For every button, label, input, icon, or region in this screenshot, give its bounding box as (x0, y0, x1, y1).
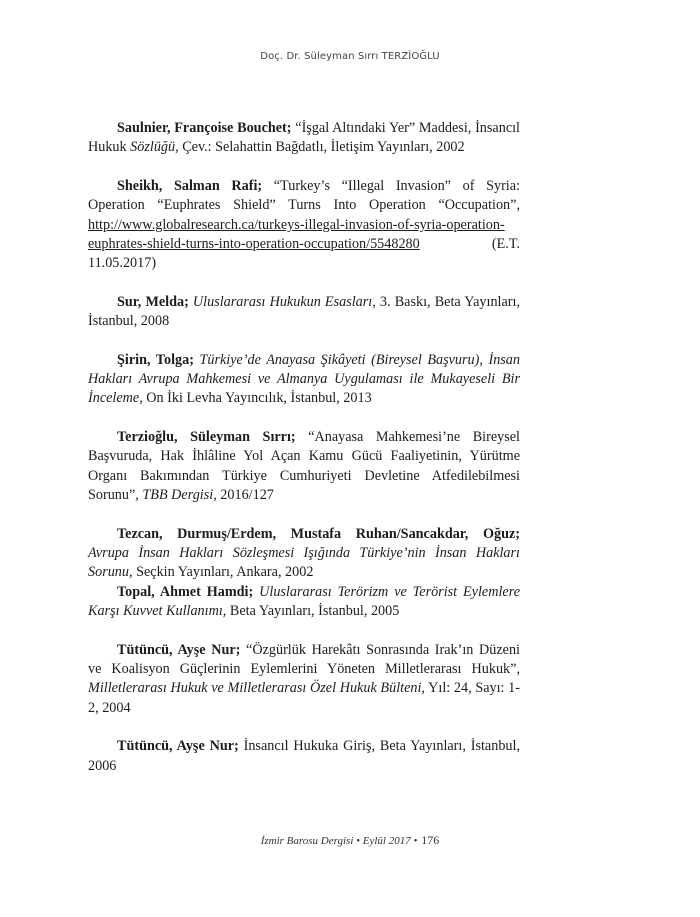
entry-text: “İşgal Altındaki Yer” Maddesi, İnsancıl Hukuk (88, 120, 520, 156)
bibliography-entry (88, 583, 520, 622)
page-footer (0, 833, 700, 848)
bibliography-entry (88, 641, 520, 719)
entry-author: Tezcan, Durmuş/Erdem, Mustafa Ruhan/Sancakdar, Oğuz; (117, 525, 520, 542)
entry-text: 2016/127 (216, 487, 274, 504)
entry-text: Çev.: Selahattin Bağdatlı, İletişim Yayınları, 2002 (178, 139, 465, 156)
entry-text: (E.T. 11.05.2017) (88, 236, 520, 272)
entry-text: İnsancıl Hukuka Giriş, Beta Yayınları, İstanbul, 2006 (88, 738, 520, 774)
bibliography-entry (88, 351, 520, 409)
entry-text: On İki Levha Yayıncılık, İstanbul, 2013 (142, 390, 372, 407)
bibliography-entry (88, 737, 520, 776)
entry-publication: TBB Dergisi, (142, 487, 217, 504)
entry-text: Beta Yayınları, İstanbul, 2005 (226, 603, 400, 620)
bibliography-entry (88, 293, 520, 332)
entry-publication: Sözlüğü, (130, 139, 179, 156)
entry-author: Tütüncü, Ayşe Nur; (117, 641, 241, 658)
entry-publication: Türkiye’de Anayasa Şikâyeti (Bireysel Başvuru), İnsan Hakları Avrupa Mahkemesi ve Almanya Uygulaması ile Mukayeseli Bir İnceleme, (88, 351, 520, 407)
entry-url-link[interactable]: http://www.globalresearch.ca/turkeys-illegal-invasion-of-syria-operation-euphrates-shield-turns-into-operation-occupation/5548280 (88, 216, 505, 253)
entry-publication: Uluslararası Terörizm ve Terörist Eylemlere Karşı Kuvvet Kullanımı, (88, 583, 520, 620)
bibliography-entry (88, 177, 520, 274)
entry-text: “Özgürlük Harekâtı Sonrasında Irak’ın Düzeni ve Koalisyon Güçlerinin Eylemlerini Yöneten Milletlerarası Hukuk”, (88, 641, 520, 677)
bibliography-entry (88, 119, 520, 158)
running-header: Doç. Dr. Süleyman Sırrı TERZİOĞLU (260, 51, 440, 62)
entry-author: Topal, Ahmet Hamdi; (117, 583, 254, 600)
entry-author: Tütüncü, Ayşe Nur; (117, 738, 239, 755)
entry-publication: Uluslararası Hukukun Esasları, (188, 293, 376, 310)
entry-text: “Turkey’s “Illegal Invasion” of Syria: Operation “Euphrates Shield” Turns Into Operation “Occupation”, (88, 177, 520, 214)
entry-author: Şirin, Tolga; (117, 351, 194, 368)
entry-text: “Anayasa Mahkemesi’ne Bireysel Başvuruda, Hak İhlâline Yol Açan Kamu Gücü Faaliyetinin, Yürütme Organı Bakımından Türkiye Cumhuriyeti Devletine Atfedilebilmesi Sorunu”, (88, 428, 520, 504)
page-number: 176 (421, 833, 440, 847)
entry-author: Sheikh, Salman Rafi; (117, 177, 263, 194)
entry-publication: Avrupa İnsan Hakları Sözleşmesi Işığında Türkiye’nin İnsan Hakları Sorunu, (88, 544, 520, 581)
entry-publication: Milletlerarası Hukuk ve Milletlerarası Özel Hukuk Bülteni, (88, 680, 425, 697)
entry-text: 3. Baskı, Beta Yayınları, İstanbul, 2008 (88, 293, 520, 330)
bibliography (88, 119, 520, 795)
bibliography-entry (88, 428, 520, 506)
footer-journal: İzmir Barosu Dergisi • Eylül 2017 • (260, 835, 418, 847)
bibliography-entry (88, 525, 520, 583)
entry-text: Seçkin Yayınları, Ankara, 2002 (132, 564, 314, 581)
entry-author: Sur, Melda; (117, 293, 189, 310)
entry-author: Saulnier, Françoise Bouchet; (117, 120, 292, 136)
entry-text: Yıl: 24, Sayı: 1-2, 2004 (88, 680, 520, 716)
entry-author: Terzioğlu, Süleyman Sırrı; (117, 428, 296, 445)
